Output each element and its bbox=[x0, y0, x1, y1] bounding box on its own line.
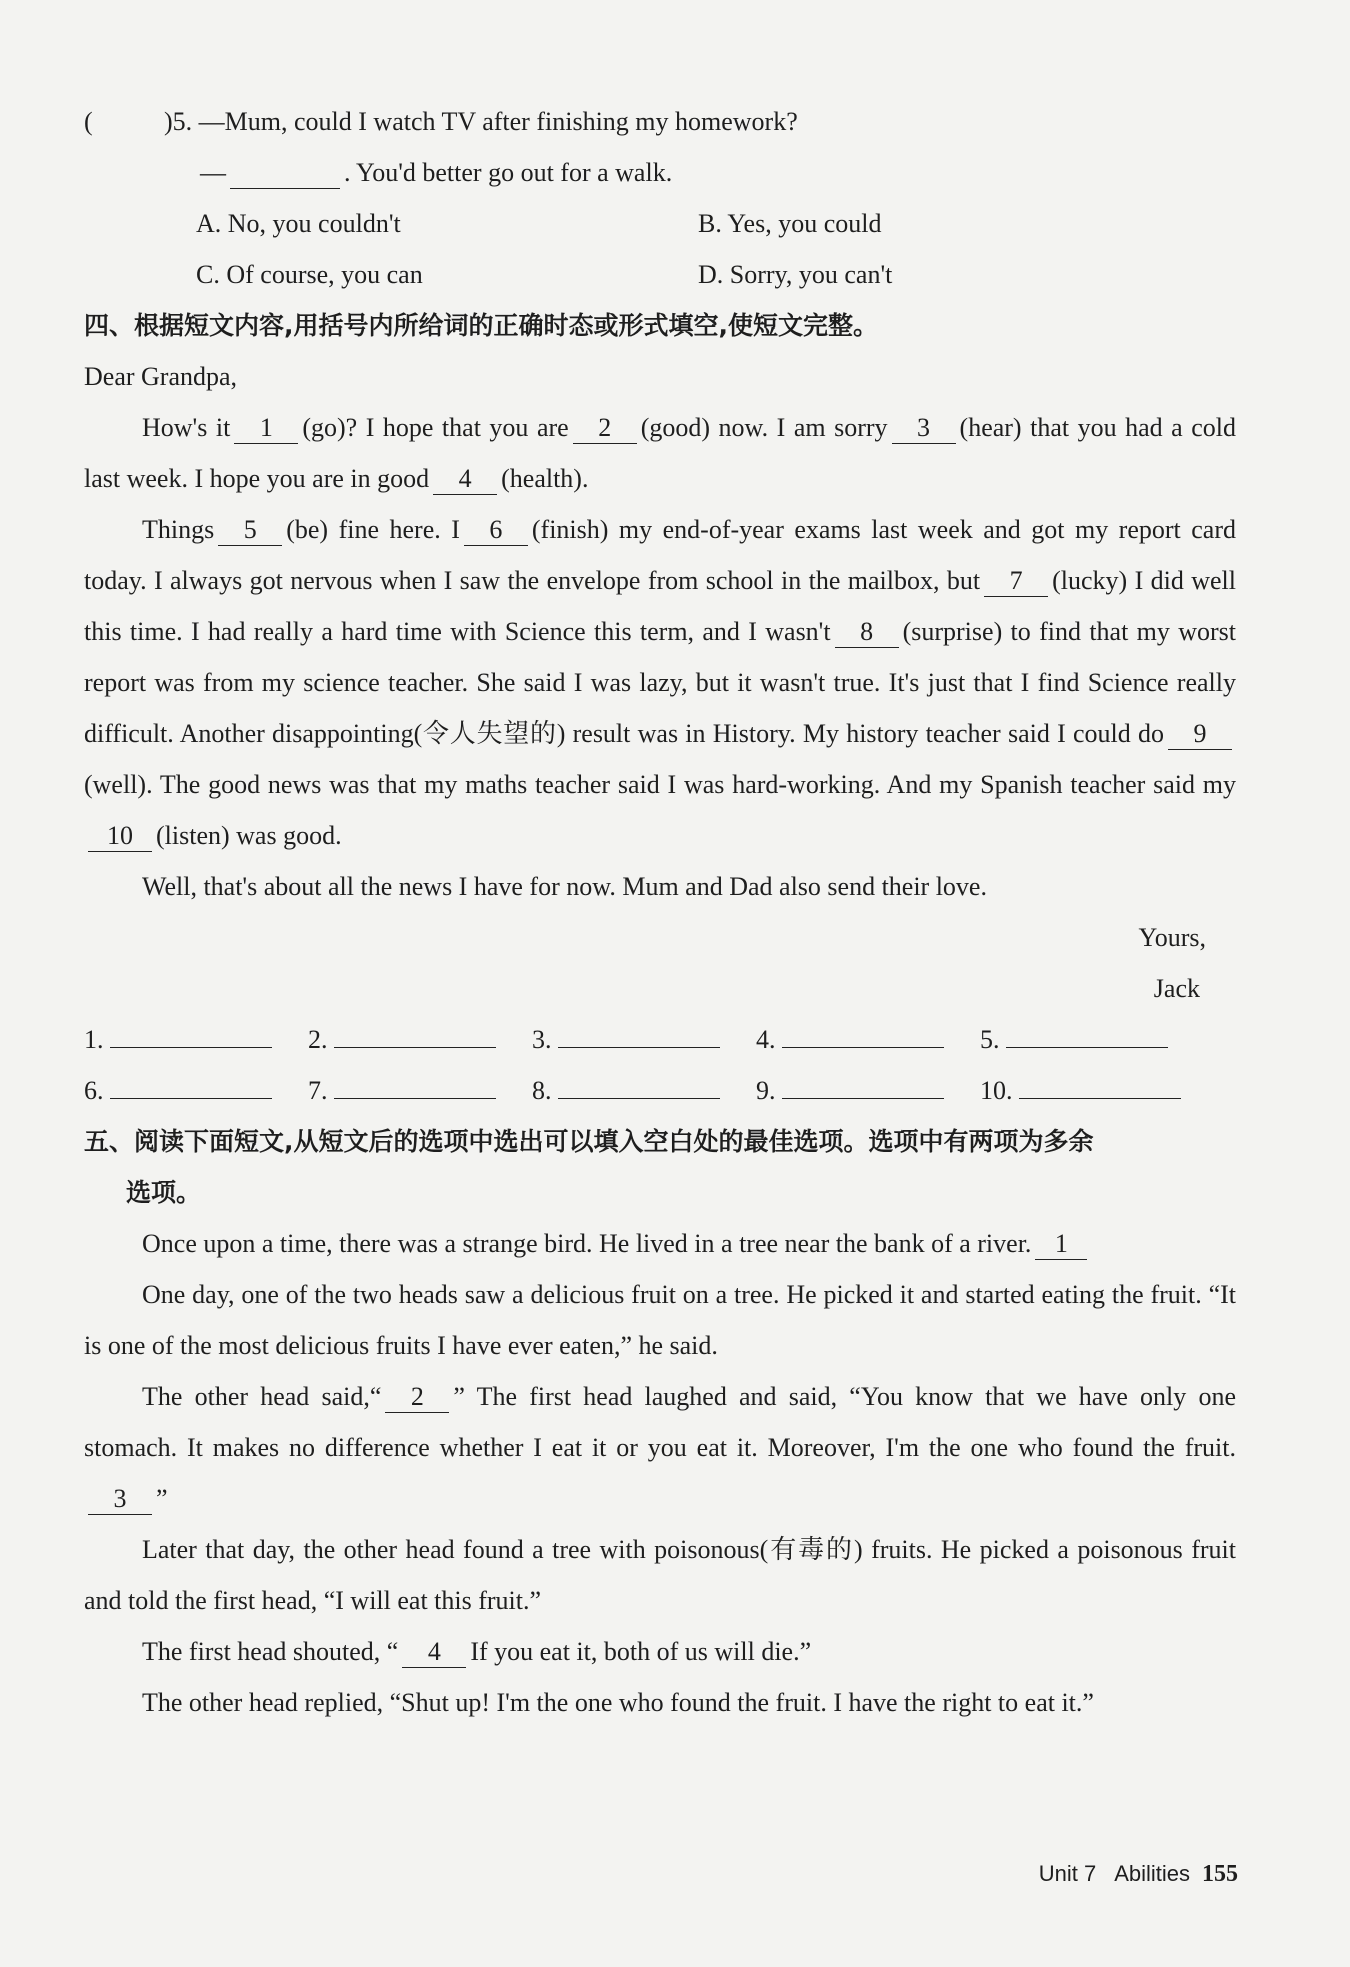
page-footer bbox=[0, 1848, 1350, 1900]
blank-3[interactable]: 3 bbox=[892, 413, 956, 444]
section-4-heading: 四、根据短文内容,用括号内所给词的正确时态或形式填空,使短文完整。 bbox=[84, 311, 878, 340]
letter-signature: Jack bbox=[1153, 974, 1200, 1003]
reply-dash: — bbox=[200, 158, 226, 187]
story-paragraph-3: The other head said,“ 2 ” The first head laughed and said, “You know that we have only one stomach. It makes no difference whether I eat it or you eat it. Moreover, I'm the one who found the fruit.3 ” bbox=[84, 1382, 1236, 1513]
unit-label: Unit 7 bbox=[1038, 1861, 1097, 1886]
letter-closing: Yours, bbox=[1138, 923, 1206, 952]
answer-slot[interactable]: 3. bbox=[532, 1014, 756, 1065]
page-number: 155 bbox=[1202, 1861, 1238, 1887]
blank-9[interactable]: 9 bbox=[1168, 719, 1232, 750]
answer-slot[interactable]: 8. bbox=[532, 1065, 756, 1116]
option-a[interactable]: A. No, you couldn't bbox=[196, 209, 401, 238]
answer-slot[interactable]: 10. bbox=[980, 1065, 1204, 1116]
story-blank-2[interactable]: 2 bbox=[385, 1382, 449, 1413]
blank-4[interactable]: 4 bbox=[433, 464, 497, 495]
blank-2[interactable]: 2 bbox=[573, 413, 637, 444]
letter-salutation: Dear Grandpa, bbox=[84, 362, 238, 391]
story-paragraph-4: Later that day, the other head found a tree with poisonous(有毒的) fruits. He picked a poisonous fruit and told the first head, “I will eat this fruit.” bbox=[84, 1535, 1236, 1615]
blank-10[interactable]: 10 bbox=[88, 821, 152, 852]
option-d[interactable]: D. Sorry, you can't bbox=[698, 260, 893, 289]
section-5-heading: 五、阅读下面短文,从短文后的选项中选出可以填入空白处的最佳选项。选项中有两项为多余 bbox=[84, 1127, 1094, 1156]
blank-6[interactable]: 6 bbox=[464, 515, 528, 546]
story-blank-1[interactable]: 1 bbox=[1035, 1229, 1087, 1260]
answer-row-1 bbox=[84, 1014, 1236, 1065]
letter-paragraph-1: How's it 1 (go)? I hope that you are 2 (good) now. I am sorry 3 (hear) that you had a cold last week. I hope you are in good 4 (health). bbox=[84, 413, 1237, 493]
answer-slot[interactable]: 4. bbox=[756, 1014, 980, 1065]
story-blank-3[interactable]: 3 bbox=[88, 1484, 152, 1515]
question-5-stem: )5. —Mum, could I watch TV after finishing my homework? bbox=[164, 107, 798, 136]
answer-paren: ( bbox=[84, 107, 93, 136]
answer-blank[interactable] bbox=[230, 158, 340, 189]
answer-slot[interactable]: 1. bbox=[84, 1014, 308, 1065]
reply-text: . You'd better go out for a walk. bbox=[344, 158, 673, 187]
story-paragraph-2: One day, one of the two heads saw a delicious fruit on a tree. He picked it and started eating the fruit. “It is one of the most delicious fruits I have ever eaten,” he said. bbox=[84, 1280, 1236, 1360]
question-5-reply bbox=[84, 147, 1236, 198]
story-paragraph-1: Once upon a time, there was a strange bird. He lived in a tree near the bank of a river. 1 bbox=[84, 1218, 1236, 1269]
blank-1[interactable]: 1 bbox=[234, 413, 298, 444]
options-row-1 bbox=[84, 198, 1236, 249]
unit-title: Abilities bbox=[1114, 1861, 1190, 1886]
option-c[interactable]: C. Of course, you can bbox=[196, 260, 423, 289]
section-5-heading-cont: 选项。 bbox=[126, 1178, 202, 1207]
story-paragraph-6: The other head replied, “Shut up! I'm the one who found the fruit. I have the right to eat it.” bbox=[142, 1688, 1094, 1717]
story-paragraph-5: The first head shouted, “ 4 If you eat it, both of us will die.” bbox=[142, 1637, 812, 1666]
letter-paragraph-2: Things 5 (be) fine here. I 6 (finish) my end-of-year exams last week and got my report card today. I always got nervous when I saw the envelope from school in the mailbox, but 7 (lucky) I did well this time. I had really a hard time with Science this term, and I wasn't 8 (surprise) to find that my worst report was from my science teacher. She said I was lazy, but it wasn't true. It's just that I find Science really difficult. Another disappointing(令人失望的) result was in History. My history teacher said I could do 9(well). The good news was that my maths teacher said I was hard-working. And my Spanish teacher said my10 (listen) was good. bbox=[84, 515, 1236, 850]
answer-row-2 bbox=[84, 1065, 1236, 1116]
answer-slot[interactable]: 2. bbox=[308, 1014, 532, 1065]
blank-7[interactable]: 7 bbox=[984, 566, 1048, 597]
options-row-2 bbox=[84, 249, 1236, 300]
question-5 bbox=[84, 96, 1236, 147]
story-blank-4[interactable]: 4 bbox=[402, 1637, 466, 1668]
option-b[interactable]: B. Yes, you could bbox=[698, 209, 882, 238]
answer-slot[interactable]: 6. bbox=[84, 1065, 308, 1116]
letter-body bbox=[84, 402, 1236, 912]
answer-slot[interactable]: 5. bbox=[980, 1014, 1204, 1065]
letter-paragraph-3: Well, that's about all the news I have for now. Mum and Dad also send their love. bbox=[142, 872, 987, 901]
blank-8[interactable]: 8 bbox=[835, 617, 899, 648]
story-body bbox=[84, 1218, 1236, 1728]
answer-slot[interactable]: 9. bbox=[756, 1065, 980, 1116]
answer-slot[interactable]: 7. bbox=[308, 1065, 532, 1116]
blank-5[interactable]: 5 bbox=[218, 515, 282, 546]
